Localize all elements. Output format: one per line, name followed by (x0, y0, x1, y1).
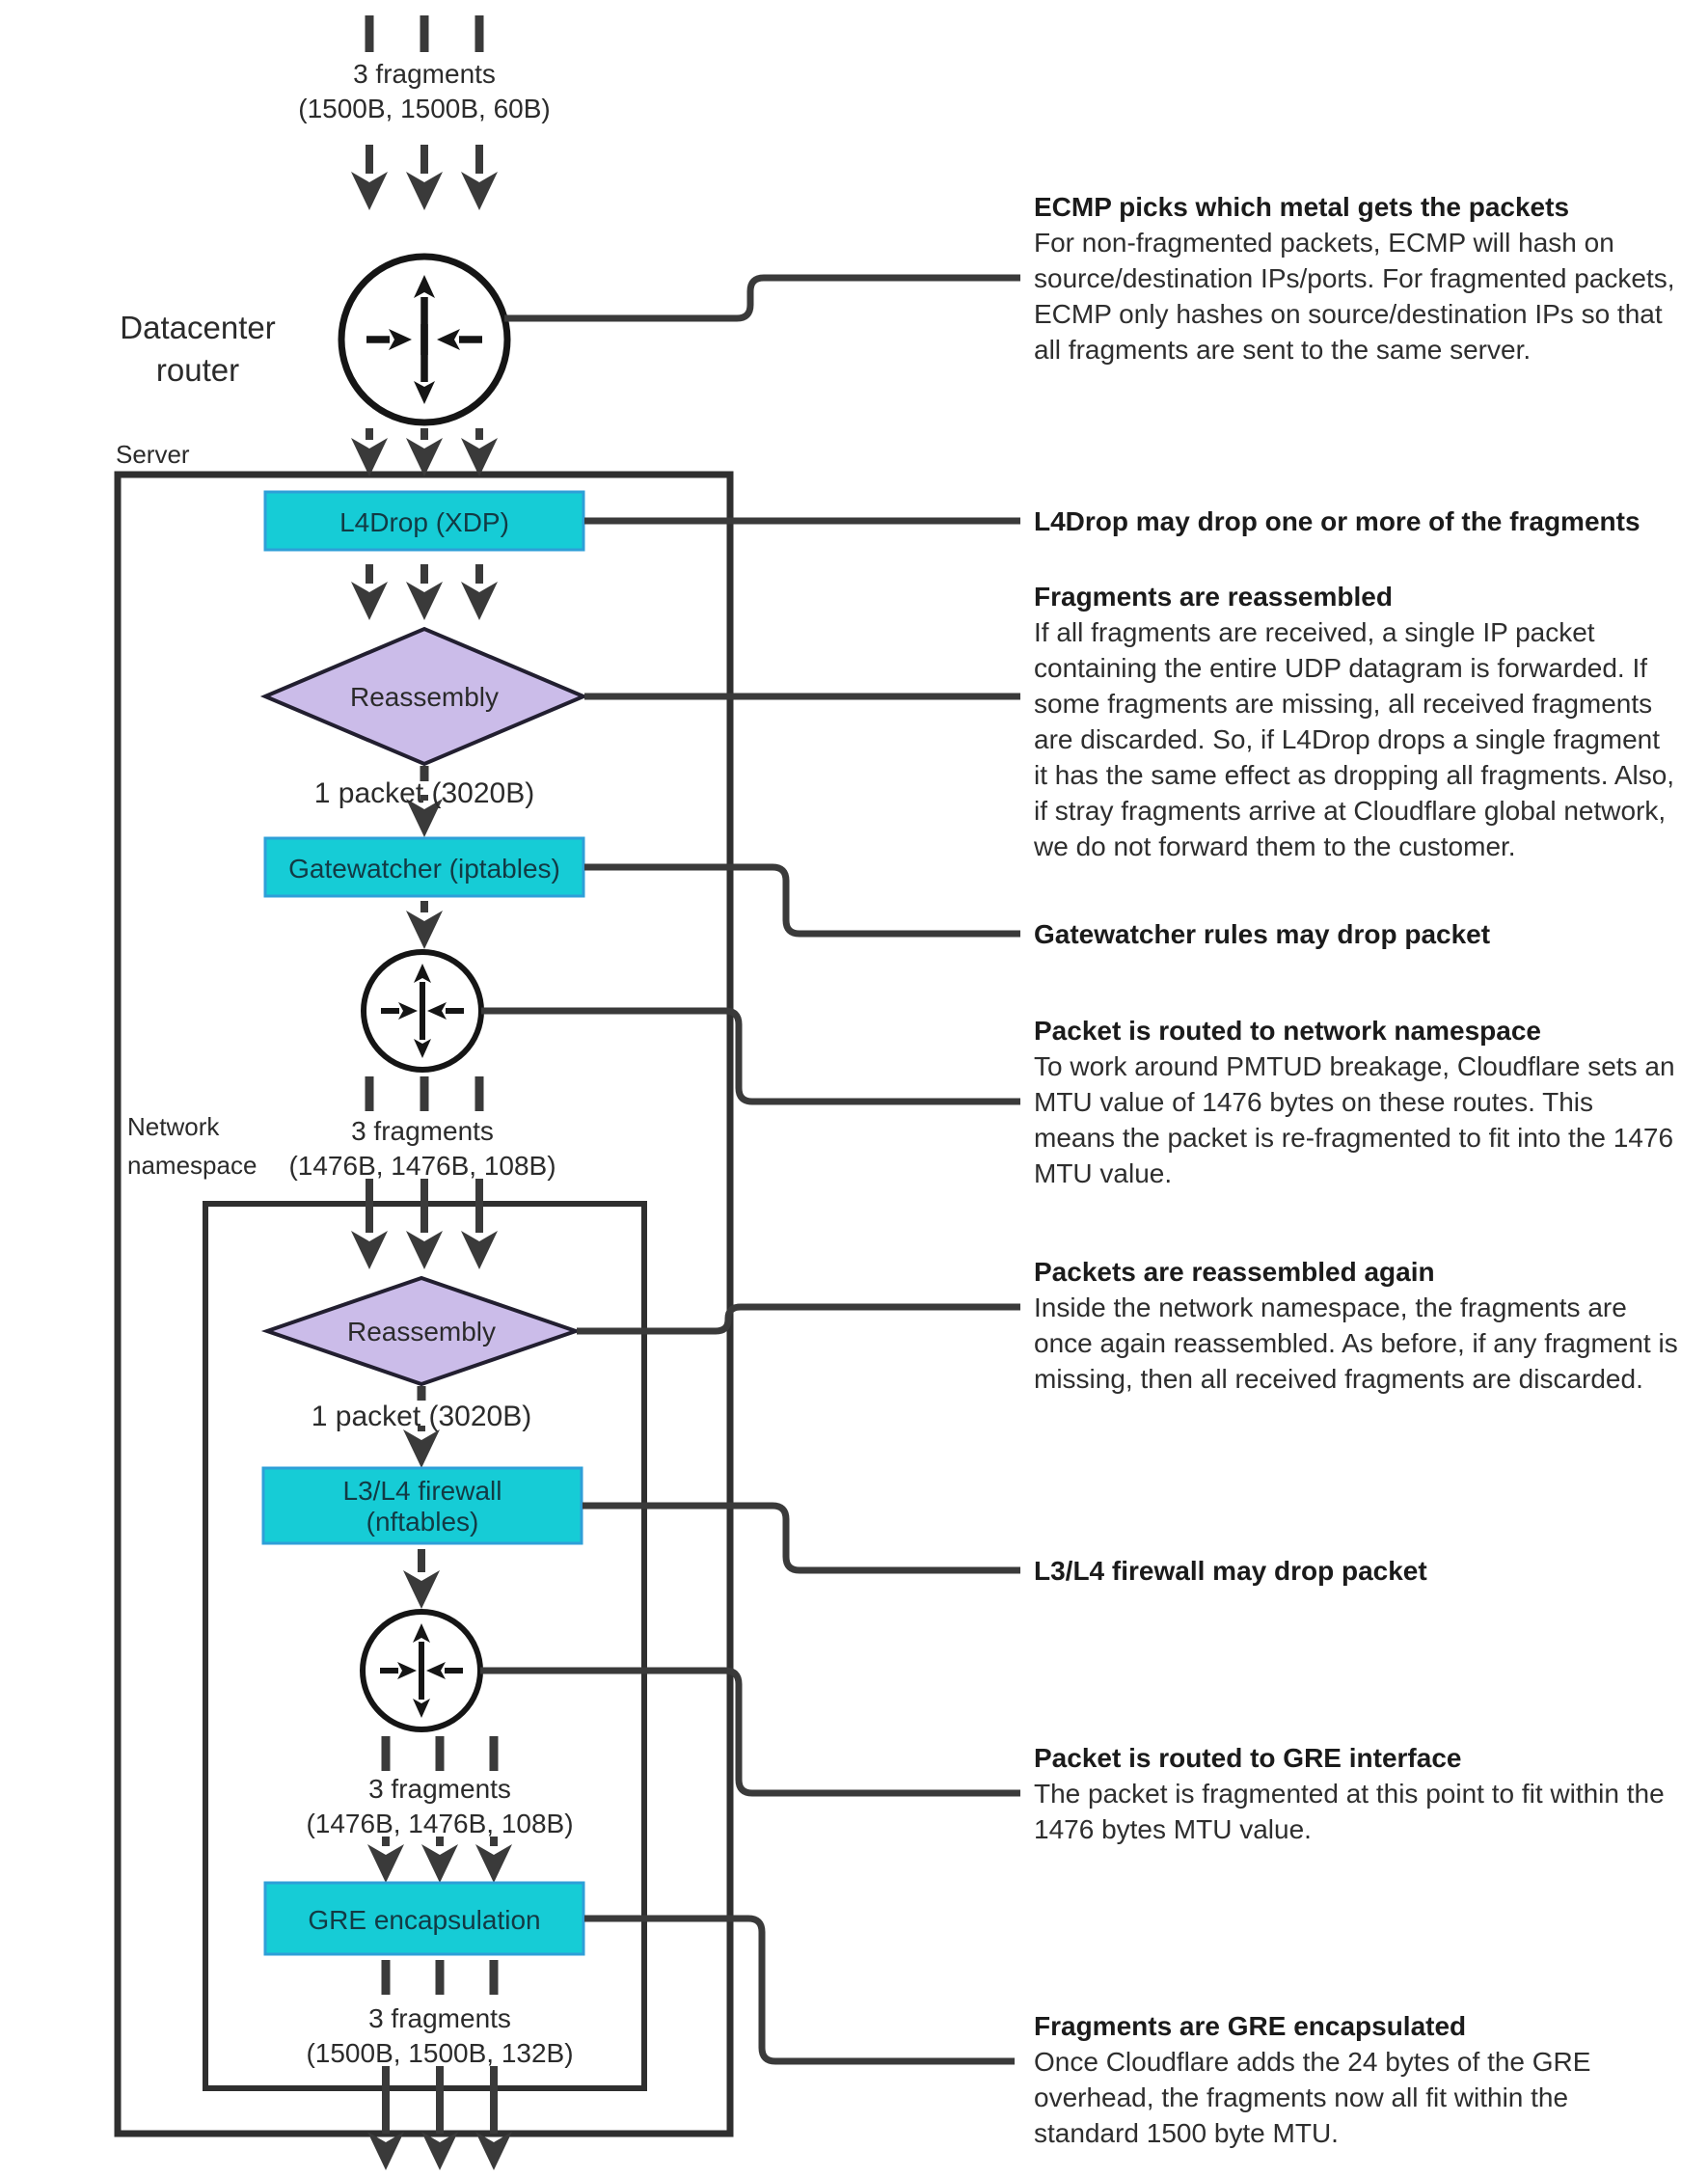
reassembly-2-label: Reassembly (346, 1317, 497, 1347)
annotation-reassembled-body: If all fragments are received, a single IP packet containing the entire UDP datagram is forwarded. If some fragments are missing, all received fragments are discarded. So, if L4Drop drops a single fragment it has the same effect as dropping all fragments. Also, if stray fragments arrive at Cloudflare global network, we do not forward them to the customer. (1034, 617, 1675, 861)
namespace-router-icon (364, 952, 481, 1070)
top-fragments-sizes: (1500B, 1500B, 60B) (298, 94, 551, 123)
annotation-reassembled-again-body: Inside the network namespace, the fragments are once again reassembled. As before, if any fragment is missing, then all received fragments are discarded. (1034, 1293, 1678, 1394)
arrows-to-router (369, 145, 479, 174)
datacenter-router-label-line2: router (155, 352, 240, 388)
annotation-firewall (1034, 1553, 1678, 1589)
out-fragments-sizes: (1500B, 1500B, 132B) (306, 2038, 574, 2068)
fragment-dashes-4 (386, 1960, 494, 1995)
annotation-namespace-route-title: Packet is routed to network namespace (1034, 1016, 1541, 1046)
out-fragments-label: 3 fragments (368, 2003, 511, 2033)
fragment-dashes-3 (386, 1736, 494, 1771)
annotation-namespace-route (1034, 1013, 1678, 1191)
server-label: Server (116, 440, 190, 469)
exit-arrows (386, 2066, 494, 2134)
gre-label: GRE encapsulation (308, 1905, 541, 1935)
l4drop-label: L4Drop (XDP) (339, 507, 509, 537)
annotation-gatewatcher-title: Gatewatcher rules may drop packet (1034, 919, 1491, 949)
network-namespace-label-line1: Network (127, 1112, 220, 1141)
annotation-gre-encapsulated-title: Fragments are GRE encapsulated (1034, 2011, 1467, 2041)
connector-gre (584, 1918, 1015, 2061)
arrows-to-reassembly-1 (369, 564, 479, 584)
network-namespace-label (127, 1107, 257, 1184)
annotation-ecmp-title: ECMP picks which metal gets the packets (1034, 192, 1570, 222)
reassembly-1-label: Reassembly (349, 682, 500, 712)
top-fragments-label: 3 fragments (353, 59, 496, 89)
packet-2-label: 1 packet (3020B) (311, 1401, 532, 1432)
annotation-reassembled-title: Fragments are reassembled (1034, 582, 1393, 612)
gre-fragments-label: 3 fragments (368, 1774, 511, 1804)
annotation-l4drop-title: L4Drop may drop one or more of the fragments (1034, 506, 1640, 536)
connector-router-2 (481, 1011, 1020, 1102)
mid-fragments-label: 3 fragments (351, 1116, 494, 1146)
annotation-gre-interface (1034, 1740, 1678, 1847)
firewall-label-line2: (nftables) (366, 1507, 479, 1537)
connector-router-3 (480, 1671, 1020, 1793)
annotation-ecmp-body: For non-fragmented packets, ECMP will hash on source/destination IPs/ports. For fragmented packets, ECMP only hashes on source/destination IPs so that all fragments are sent to the same server. (1034, 228, 1675, 365)
annotation-gre-interface-title: Packet is routed to GRE interface (1034, 1743, 1462, 1773)
datacenter-router-label-line1: Datacenter (120, 310, 276, 345)
connector-ecmp (504, 278, 1020, 318)
incoming-fragment-dashes (369, 15, 479, 52)
mid-fragments-sizes: (1476B, 1476B, 108B) (288, 1151, 556, 1181)
annotation-ecmp (1034, 189, 1678, 367)
annotation-firewall-title: L3/L4 firewall may drop packet (1034, 1556, 1427, 1586)
firewall-label-line1: L3/L4 firewall (342, 1476, 502, 1506)
network-namespace-label-line2: namespace (127, 1151, 258, 1180)
gre-fragments-sizes: (1476B, 1476B, 108B) (306, 1809, 574, 1838)
arrows-to-server (369, 428, 479, 440)
gatewatcher-label: Gatewatcher (iptables) (288, 854, 560, 884)
annotation-reassembled-again (1034, 1254, 1678, 1397)
firewall-label (343, 1476, 502, 1538)
annotation-gatewatcher (1034, 916, 1678, 952)
annotation-namespace-route-body: To work around PMTUD breakage, Cloudflare sets an MTU value of 1476 bytes on these routes. This means the packet is re-fragmented to fit into the 1476 MTU value. (1034, 1051, 1675, 1188)
packet-1-label: 1 packet (3020B) (313, 777, 535, 809)
gre-router-icon (363, 1612, 480, 1729)
fragment-dashes-2 (369, 1076, 479, 1111)
annotation-gre-interface-body: The packet is fragmented at this point to fit within the 1476 bytes MTU value. (1034, 1779, 1665, 1844)
annotation-l4drop (1034, 503, 1678, 539)
connector-firewall (583, 1506, 1020, 1570)
annotation-gre-encapsulated-body: Once Cloudflare adds the 24 bytes of the GRE overhead, the fragments now all fit within the standard 1500 byte MTU. (1034, 2047, 1591, 2148)
datacenter-router-label (120, 307, 275, 392)
annotation-reassembled (1034, 579, 1678, 864)
annotation-gre-encapsulated (1034, 2008, 1678, 2151)
connector-gatewatcher (584, 867, 1020, 934)
annotation-reassembled-again-title: Packets are reassembled again (1034, 1257, 1435, 1287)
datacenter-router-icon (341, 257, 507, 422)
